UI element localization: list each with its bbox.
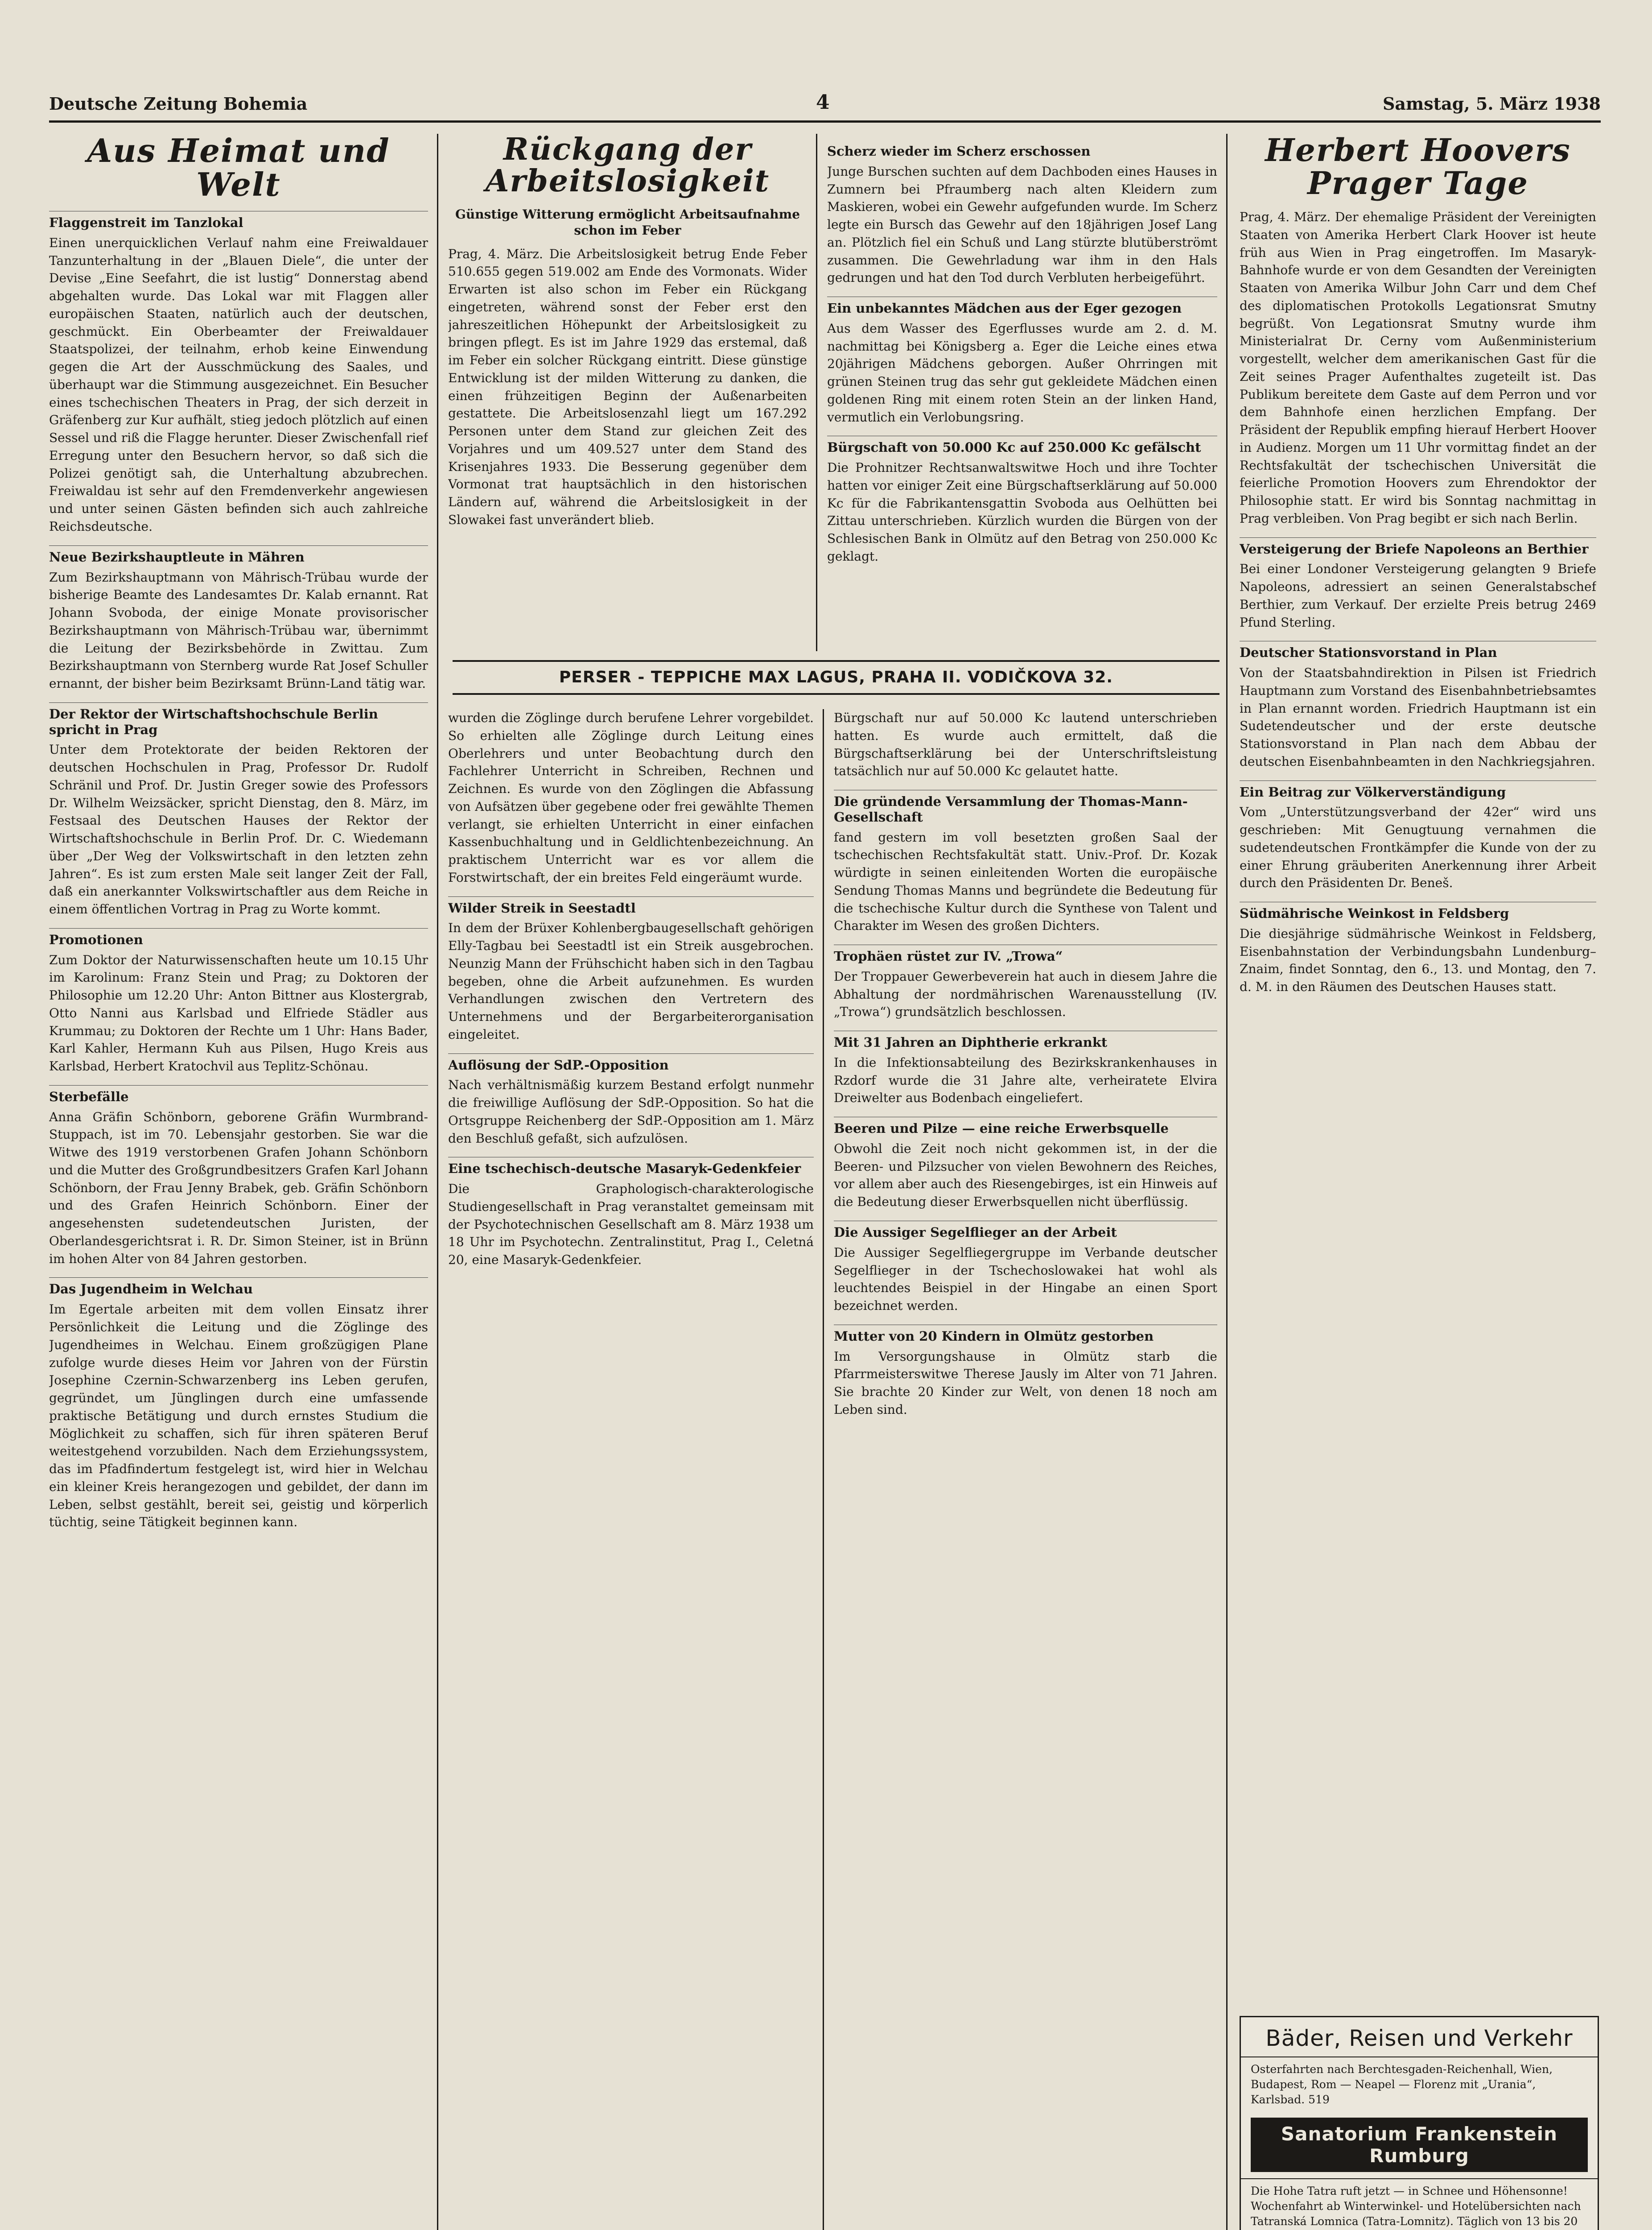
article-title: Mit 31 Jahren an Diphtherie erkrankt [834,1031,1217,1050]
article-text: Unter dem Protektorate der beiden Rektoren der deutschen Hochschulen in Prag, Professor Dr. Rudolf Schränil und Prof. Dr. Justin Greger sowie des Professors Dr. Wilhelm Weizsäcker, spricht Dienstag, den 8. März, im Festsaal des Deutschen Hauses der Rektor der Wirtschaftshochschule in Berlin Prof. Dr. C. Wiedemann über „Der Weg der Volkswirtschaft in den letzten zehn Jahren“. Es ist zum ersten Male seit langer Zeit der Fall, daß ein anerkannter Volkswirtschaftler aus dem Reiche in einem öffentlichen Vortrag in Prag zu Worte kommt. [49,742,428,917]
article-text: fand gestern im voll besetzten großen Saal der tschechischen Rechtsfakultät statt. Univ.-Prof. Dr. Kozak würdigte in seinen einleitenden Worten die europäische Sendung Thomas Manns und begründete die Bedeutung für die tschechische Kultur durch die Synthese von Talent und Charakter im Wesen des großen Dichters. [834,830,1217,933]
issue-date: Samstag, 5. März 1938 [1382,94,1601,114]
column-lower-left [448,709,814,2230]
article-title: Neue Bezirkshauptleute in Mähren [49,545,428,565]
article-title: Der Rektor der Wirtschaftshochschule Berlin spricht in Prag [49,702,428,738]
article-title: Wilder Streik in Seestadtl [448,896,814,916]
column-arbeitslosigkeit [448,134,807,651]
article-title: Trophäen rüstet zur IV. „Trowa“ [834,945,1217,964]
ad-text: Osterfahrten nach Berchtesgaden-Reichenhall, Wien, Budapest, Rom — Neapel — Florenz mit „Urania“, Karlsbad. 519 [1241,2057,1598,2111]
article-lead: Günstige Witterung ermöglicht Arbeitsaufnahme schon im Feber [455,206,800,238]
article-title: Versteigerung der Briefe Napoleons an Berthier [1240,537,1596,557]
column-aus-heimat [49,134,428,2230]
ad-text: Die Hohe Tatra ruft jetzt — in Schnee und Höhensonne! Wochenfahrt ab Winterwinkel- und Hotelübersichten nach Tatranská Lomnica (Tatra-Lomnitz). Täglich von 13 bis 20 [1241,2178,1598,2230]
article-text: Im Versorgungshause in Olmütz starb die Pfarrmeisterswitwe Therese Jausly im Alter von 71 Jahren. Sie brachte 20 Kinder zur Welt, von denen 18 noch am Leben sind. [834,1349,1217,1417]
article-text: Zum Bezirkshauptmann von Mährisch-Trübau wurde der bisherige Beamte des Landesamtes Dr. Kalab ernannt. Rat Johann Svoboda, der einige Monate provisorischer Bezirkshauptmann von Mährisch-Trübau war, übernimmt die Leitung der Bezirksbehörde in Zwittau. Zum Bezirkshauptmann von Sternberg wurde Rat Josef Schuller ernannt, der bisher beim Bezirksamt Brünn-Land tätig war. [49,570,428,691]
column-hoover [1240,134,1596,2003]
article-title: Flaggenstreit im Tanzlokal [49,211,428,231]
article-text: Im Egertale arbeiten mit dem vollen Einsatz ihrer Persönlichkeit die Leitung und die Zöglinge des Jugendheimes in Welchau. Einem großzügigen Plane zufolge wurde dieses Heim vor Jahren von der Fürstin Josephine Czernin-Schwarzenberg ins Leben gerufen, gegründet, um Jünglingen durch eine umfassende praktische Betätigung und durch ernstes Studium die Möglichkeit zu schaffen, sich für ihren späteren Beruf weitestgehend vorzubilden. Nach dem Erziehungssystem, das im Pfadfindertum festgelegt ist, wird hier in Welchau ein kleiner Kreis herangezogen und gebildet, der dann im Leben, selbst gestählt, bereit sei, geistig und körperlich tüchtig, seine Tätigkeit beginnen kann. [49,1302,428,1530]
article-text: wurden die Zöglinge durch berufene Lehrer vorgebildet. So erhielten alle Zöglinge durch Leitung eines Oberlehrers und unter Beobachtung durch den Fachlehrer Unterricht in Schreiben, Rechnen und Zeichnen. Es wurde von den Zöglingen die Abfassung von Aufsätzen über gegebene oder frei gewählte Themen verlangt, sie erhielten Unterricht in einer einfachen Kassenbuchhaltung und in Geldlichtenbezeichnung. An praktischem Unterricht war es vor allem die Forstwirtschaft, der ein breites Feld eingeräumt wurde. [448,710,814,885]
column-rule [437,134,438,2230]
column-rule [1226,134,1228,2230]
article-text: Aus dem Wasser des Egerflusses wurde am 2. d. M. nachmittag bei Königsberg a. Eger die Leiche eines etwa 20jährigen Mädchens geborgen. Außer Ohrringen mit grünen Steinen trug das sehr gut gekleidete Mädchen einen goldenen Ring mit einem roten Stein an der linken Hand, vermutlich ein Verlobungsring. [827,321,1217,425]
article-title: Beeren und Pilze — eine reiche Erwerbsquelle [834,1117,1217,1136]
column-rule [823,709,824,2230]
article-text: Anna Gräfin Schönborn, geborene Gräfin Wurmbrand-Stuppach, ist im 70. Lebensjahr gestorben. Sie war die Witwe des 1919 verstorbenen Grafen Johann Schönborn und die Mutter des Großgrundbesitzers Grafen Karl Johann Schönborn, der Frau Jenny Brabek, geb. Gräfin Schönborn und des Grafen Heinrich Schönborn. Einer der angesehensten sudetendeutschen Juristen, der Oberlandesgerichtsrat i. R. Dr. Simon Steiner, ist in Brünn im hohen Alter von 84 Jahren gestorben. [49,1109,428,1266]
article-title: Bürgschaft von 50.000 Kc auf 250.000 Kc gefälscht [827,436,1217,455]
column-lower-right [834,709,1217,2230]
page-number: 4 [816,91,830,114]
article-text: Die Prohnitzer Rechtsanwaltswitwe Hoch und ihre Tochter hatten vor einiger Zeit eine Bürgschaftserklärung auf 50.000 Kc für die Fabrikantensgattin Svoboda aus Oelhütten bei Zittau unterschrieben. Kürzlich wurden die Bürgen von der Schlesischen Bank in Olmütz auf den Betrag von 250.000 Kc geklagt. [827,460,1217,564]
section-headline: Aus Heimat und Welt [87,134,390,203]
article-title: Promotionen [49,928,428,948]
article-text: Vom „Unterstützungsverband der 42er“ wird uns geschrieben: Mit Genugtuung vernahmen die sudetendeutschen Frontkämpfer die Kunde von der zu einer Ehrung gräuberiten Anerkennung ihrer Arbeit durch den Präsidenten Dr. Beneš. [1240,805,1596,891]
article-text: Einen unerquicklichen Verlauf nahm eine Freiwaldauer Tanzunterhaltung in der „Blauen Diele“, die unter der Devise „Eine Seefahrt, die ist lustig“ Donnerstag abend abgehalten wurde. Das Lokal war mit Flaggen aller europäischen Staaten, natürlich auch der deutschen, geschmückt. Ein Oberbeamter der Freiwaldauer Staatspolizei, der teilnahm, erhob keine Einwendung gegen die Art der Ausschmückung des Saales, und überhaupt war die Stimmung ausgezeichnet. Ein Besucher eines tschechischen Theaters in Prag, der sich derzeit in Gräfenberg zur Kur aufhält, stieg jedoch plötzlich auf einen Sessel und riß die Flagge herunter. Dieser Zwischenfall rief Erregung unter den Besuchern hervor, so daß sich die Polizei genötigt sah, die Unterhaltung abzubrechen. Freiwaldau ist sehr auf den Fremdenverkehr angewiesen und unter seinen Gästen befinden sich auch zahlreiche Reichsdeutsche. [49,235,428,534]
article-title: Die Aussiger Segelflieger an der Arbeit [834,1221,1217,1240]
article-text: Prag, 4. März. Die Arbeitslosigkeit betrug Ende Feber 510.655 gegen 519.002 am Ende des Vormonats. Wider Erwarten ist also schon im Feber ein Rückgang eingetreten, während sonst der Feber erst den jahreszeitlichen Höhepunkt der Arbeitslosigkeit zu bringen pflegt. Es ist im Jahre 1929 das erstemal, daß im Feber ein solcher Rückgang eintritt. Diese günstige Entwicklung ist der milden Witterung zu danken, die einen frühzeitigen Beginn der Außenarbeiten gestattete. Die Arbeitslosenzahl liegt um 167.292 Personen unter dem Stand zur gleichen Zeit des Vorjahres und um 409.527 unter dem Stand des Krisenjahres 1933. Die Besserung gegenüber dem Vormonat trat hauptsächlich in den historischen Ländern auf, während die Arbeitslosigkeit in der Slowakei fast unverändert blieb. [448,246,807,527]
article-text: Die Graphologisch-charakterologische Studiengesellschaft in Prag veranstaltet gemeinsam mit der Psychotechnischen Gesellschaft am 8. März 1938 um 18 Uhr im Psychotechn. Zentralinstitut, Prag I., Celetná 20, eine Masaryk-Gedenkfeier. [448,1181,814,1268]
article-title: Eine tschechisch-deutsche Masaryk-Gedenkfeier [448,1157,814,1177]
article-text: In die Infektionsabteilung des Bezirkskrankenhauses in Rzdorf wurde die 31 Jahre alte, verheiratete Elvira Dreiwelter aus Bodenbach eingeliefert. [834,1055,1217,1106]
article-text: Bei einer Londoner Versteigerung gelangten 9 Briefe Napoleons, adressiert an seinen Generalstabschef Berthier, zum Verkauf. Der erzielte Preis betrug 2469 Pfund Sterling. [1240,562,1596,630]
article-title: Sterbefälle [49,1085,428,1105]
article-text: Zum Doktor der Naturwissenschaften heute um 10.15 Uhr im Karolinum: Franz Stein und Prag; zu Doktoren der Philosophie um 12.20 Uhr: Anton Bittner aus Klostergrab, Otto Nanni aus Karlsbad und Elfriede Städler aus Krummau; zu Doktoren der Rechte um 1 Uhr: Hans Bader, Karl Kahler, Hermann Kuh aus Pilsen, Hugo Kreis aus Karlsbad, Herbert Kratochvil aus Teplitz-Schönau. [49,952,428,1074]
article-text: Bürgschaft nur auf 50.000 Kc lautend unterschrieben hatten. Es wurde auch ermittelt, daß die Bürgschaftserklärung bei der Unterschriftsleistung tatsächlich nur auf 50.000 Kc gelautet hatte. [834,710,1217,779]
article-title: Deutscher Stationsvorstand in Plan [1240,641,1596,661]
article-text: Obwohl die Zeit noch nicht gekommen ist, in der die Beeren- und Pilzsucher von vielen Bewohnern des Reiches, vor allem aber auch des Riesengebirges, ist ein Hinweis auf die Bedeutung dieser Erwerbsquellen nicht überflüssig. [834,1141,1217,1210]
article-title: Südmährische Weinkost in Feldsberg [1240,902,1596,921]
article-title: Die gründende Versammlung der Thomas-Mann-Gesellschaft [834,790,1217,825]
newspaper-name: Deutsche Zeitung Bohemia [49,94,308,114]
article-headline: Rückgang der Arbeitslosigkeit [485,134,770,199]
article-text: Prag, 4. März. Der ehemalige Präsident der Vereinigten Staaten von Amerika Herbert Clark Hoover ist heute früh aus Wien in Prag eingetroffen. Im Masaryk-Bahnhofe wurde er von dem Gesandten der Vereinigten Staaten von Amerika Wilbur John Carr und dem Chef des diplomatischen Protokolls Legationsrat Smutny begrüßt. Von Legationsrat Smutny wurde ihm Ministerialrat Dr. Cerny vom Außenministerium vorgestellt, welcher dem amerikanischen Gast für die Zeit seines Prager Aufenthaltes zugeteilt ist. Das Publikum bereitete dem Gaste auf dem Perron und vor dem Bahnhofe einen herzlichen Empfang. Der Präsident der Republik empfing hierauf Herbert Hoover in Audienz. Morgen um 11 Uhr vormittag findet an der Rechtsfakultät der tschechischen Universität die feierliche Promotion Hoovers zum Ehrendoktor der Philosophie statt. Er wird bis Sonntag nachmittag in Prag verbleiben. Von Prag begibt er sich nach Berlin. [1240,210,1596,526]
article-title: Ein unbekanntes Mädchen aus der Eger gezogen [827,297,1217,316]
article-text: Der Troppauer Gewerbeverein hat auch in diesem Jahre die Abhaltung der nordmährischen Warenausstellung (IV. „Trowa“) grundsätzlich beschlossen. [834,969,1217,1020]
article-title: Das Jugendheim in Welchau [49,1277,428,1297]
article-text: Nach verhältnismäßig kurzem Bestand erfolgt nunmehr die freiwillige Auflösung der SdP.-Opposition. So hat die Ortsgruppe Reichenberg der SdP.-Opposition am 1. März den Beschluß gefaßt, sich aufzulösen. [448,1078,814,1146]
perser-teppiche-banner: PERSER - TEPPICHE MAX LAGUS, PRAHA II. VODIČKOVA 32. [453,660,1219,695]
travel-ad-box [1240,2016,1599,2230]
ad-title: Bäder, Reisen und Verkehr [1265,2025,1573,2051]
article-text: Junge Burschen suchten auf dem Dachboden eines Hauses in Zumnern bei Pfraumberg nach alten Kleidern zum Maskieren, wobei ein Gewehr aufgefunden wurde. Im Scherz legte ein Bursch das Gewehr auf den 18jährigen Josef Lang an. Plötzlich fiel ein Schuß und Lang stürzte blutüberströmt zusammen. Die Gewehrladung war ihm in den Hals gedrungen und hat den Tod durch Verbluten herbeigeführt. [827,164,1217,285]
article-title: Ein Beitrag zur Völkerverständigung [1240,780,1596,800]
article-title: Auflösung der SdP.-Opposition [448,1053,814,1073]
column-vermischtes [827,134,1217,651]
column-rule [816,134,817,651]
article-text: Von der Staatsbahndirektion in Pilsen ist Friedrich Hauptmann zum Vorstand des Eisenbahnbetriebsamtes in Plan ernannt worden. Friedrich Hauptmann ist ein Sudetendeutscher und der erste deutsche Stationsvorstand in Plan nach dem Abbau der deutschen Eisenbahnbeamten in den Nachkriegsjahren. [1240,665,1596,769]
article-headline: Herbert Hoovers Prager Tage [1265,134,1571,202]
article-text: Die diesjährige südmährische Weinkost in Feldsberg, Eisenbahnstation der Verbindungsbahn Lundenburg–Znaim, findet Sonntag, den 6., 13. und Montag, den 7. d. M. in den Räumen des Deutschen Hauses statt. [1240,926,1596,995]
article-text: In dem der Brüxer Kohlenbergbaugesellschaft gehörigen Elly-Tagbau bei Seestadtl ist ein Streik ausgebrochen. Neunzig Mann der Frühschicht haben sich in den Tagbau begeben, ohne die Arbeit aufzunehmen. Es wurden Verhandlungen zwischen den Vertretern des Unternehmens und der Bergarbeiterorganisation eingeleitet. [448,921,814,1042]
newspaper-page [49,85,1601,2230]
sanatorium-ad: Sanatorium Frankenstein Rumburg [1251,2118,1588,2172]
article-title: Scherz wieder im Scherz erschossen [827,144,1091,159]
article-text: Die Aussiger Segelfliegergruppe im Verbande deutscher Segelflieger in der Tschechoslowakei hat wohl als leuchtendes Beispiel in der Hingabe an einen Sport bezeichnet werden. [834,1245,1217,1313]
article-title: Mutter von 20 Kindern in Olmütz gestorben [834,1325,1217,1344]
masthead [49,85,1601,123]
